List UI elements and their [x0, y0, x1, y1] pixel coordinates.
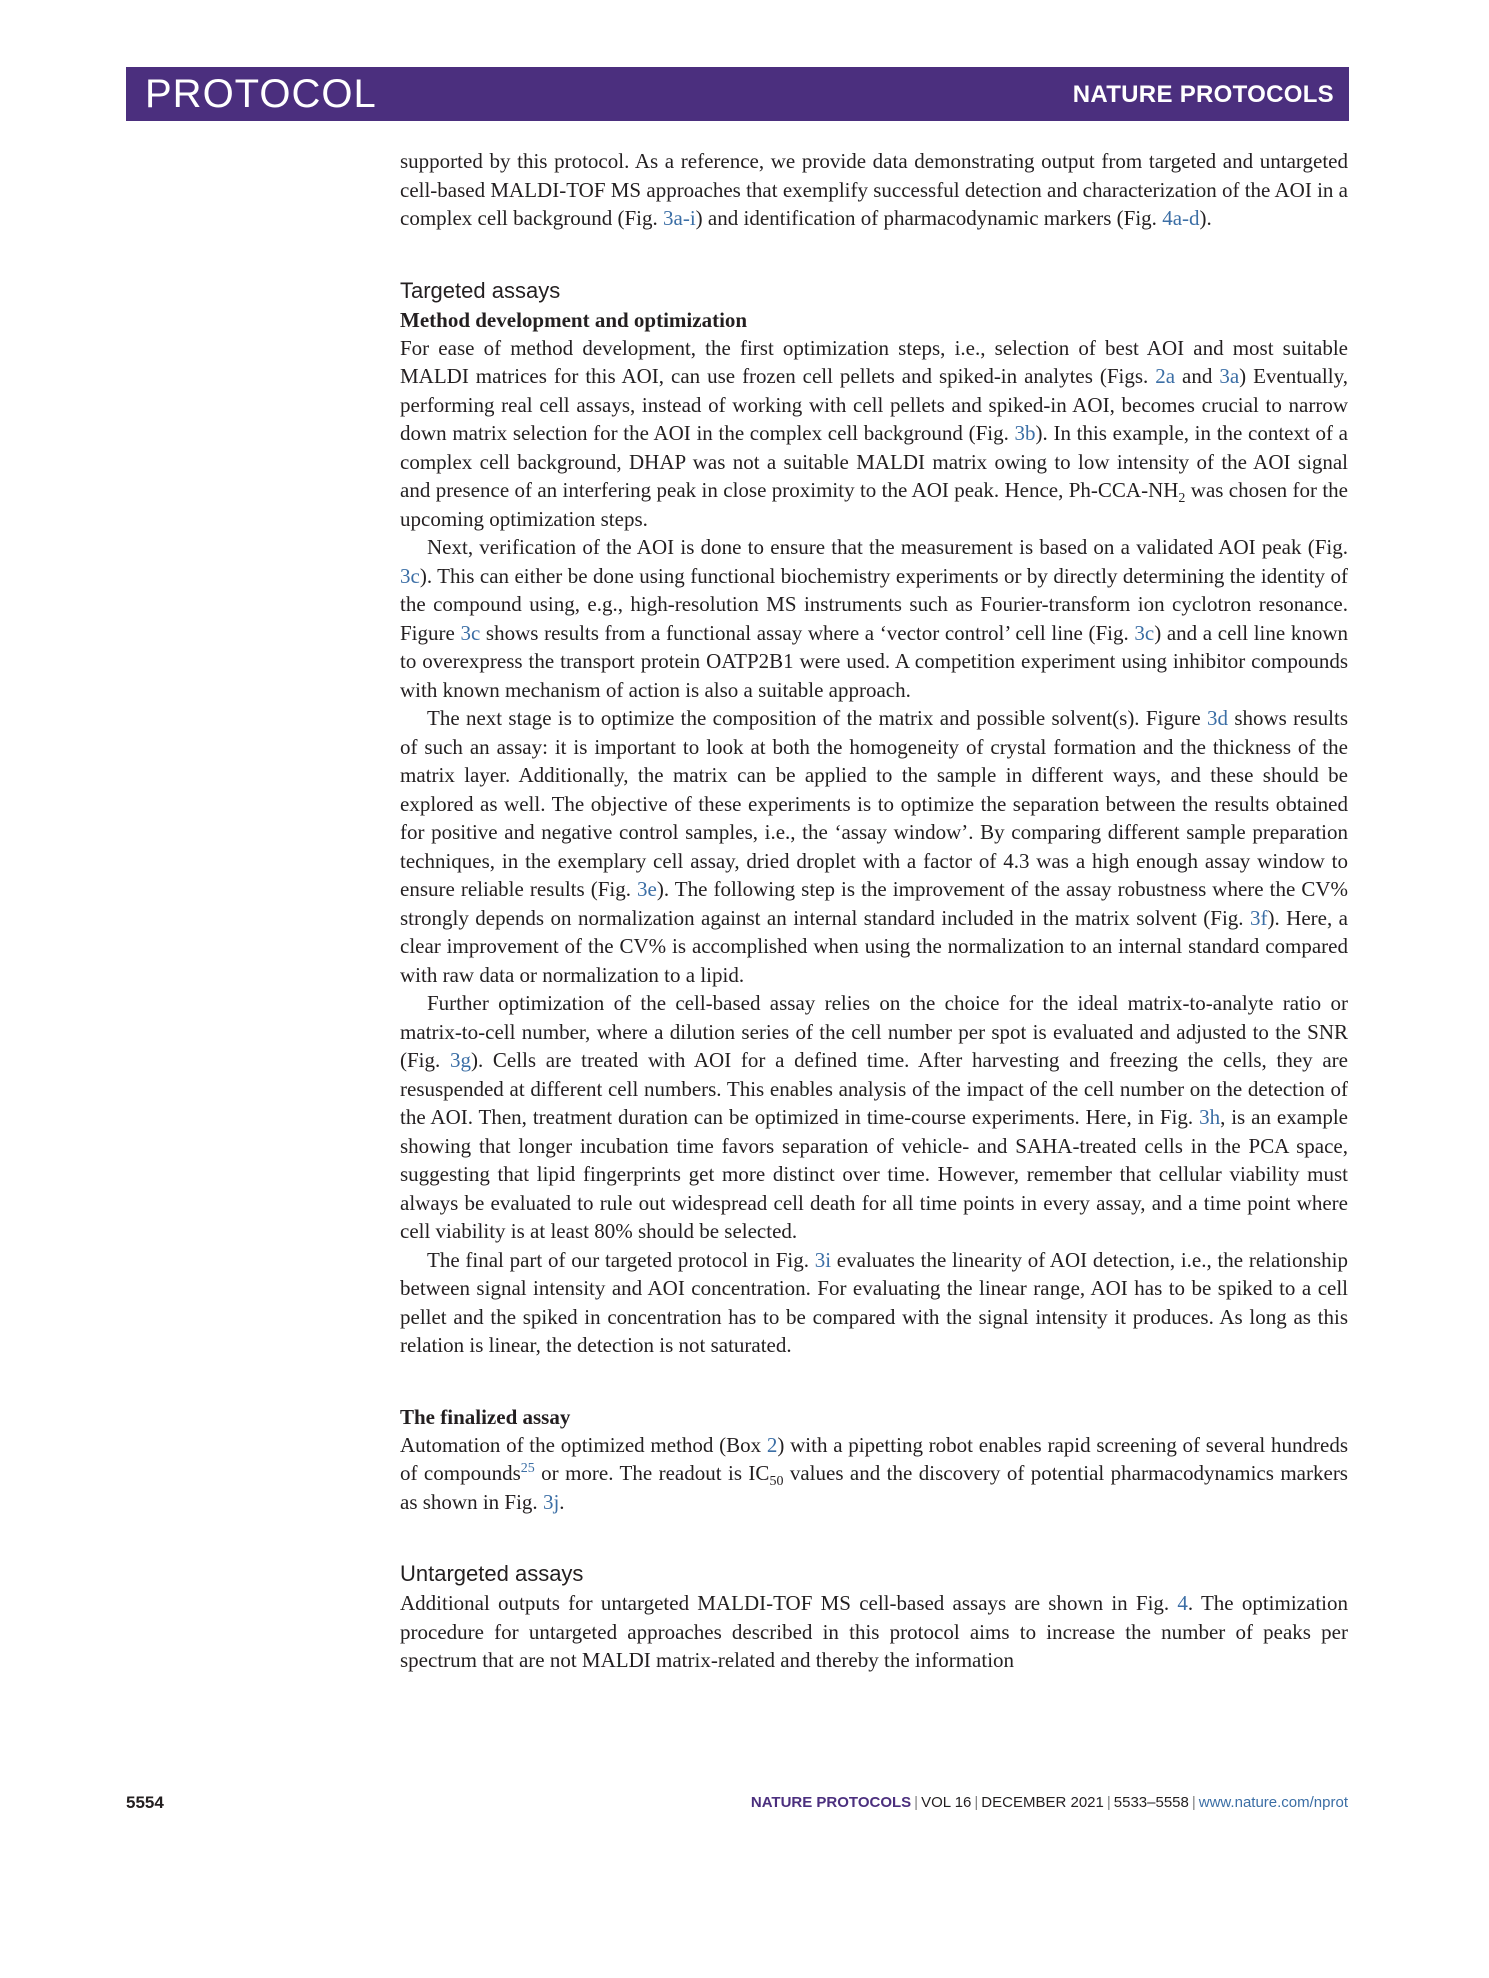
paragraph: The next stage is to optimize the composition of the matrix and possible solvent(s). Figure 3d shows results of such an assay: it is important to look at both the homogeneity of crystal formation and the thickness of the matrix layer. Additionally, the matrix can be applied to the sample in different ways, and these should be explored as well. The objective of these experiments is to optimize the separation between the results obtained for positive and negative control samples, i.e., the ‘assay window’. By comparing different sample preparation techniques, in the exemplary cell assay, dried droplet with a factor of 4.3 was a high enough assay window to ensure reliable results (Fig. 3e). The following step is the improvement of the assay robustness where the CV% strongly depends on normalization against an internal standard included in the matrix solvent (Fig. 3f). Here, a clear improvement of the CV% is accomplished when using the normalization to an internal standard compared with raw data or normalization to a lipid.	[400, 706, 1349, 987]
figure-link[interactable]: 3c	[400, 563, 420, 588]
subsection-heading-finalized: The finalized assay	[400, 1404, 571, 1429]
figure-link[interactable]: 3a-i	[663, 206, 696, 230]
figure-link[interactable]: 4	[1177, 1591, 1188, 1615]
paragraph: Next, verification of the AOI is done to ensure that the measurement is based on a validated AOI peak (Fig. 3c). This can either be done using functional biochemistry experiments or by directly determining the identity of the compound using, e.g., high-resolution MS instruments such as Fourier-transform ion cyclotron resonance. Figure 3c shows results from a functional assay where a ‘vector control’ cell line (Fig. 3c) and a cell line known to overexpress the transport protein OATP2B1 were used. A competition experiment using inhibitor compounds with known mechanism of action is also a suitable approach.	[400, 535, 1348, 702]
footer-date: DECEMBER 2021	[981, 1794, 1104, 1811]
box-link[interactable]: 2	[766, 1432, 778, 1457]
footer-pages: 5533–5558	[1113, 1794, 1189, 1811]
section-heading-targeted: Targeted assays	[400, 277, 561, 303]
paragraph: The final part of our targeted protocol in Fig. 3i evaluates the linearity of AOI detection, i.e., the relationship between signal intensity and AOI concentration. For evaluating the linear range, AOI has to be spiked to a cell pellet and the spiked in concentration has to be compared with the signal intensity it produces. As long as this relation is linear, the detection is not saturated.	[400, 1247, 1348, 1357]
intro-paragraph: supported by this protocol. As a reference, we provide data demonstrating output from targeted and untargeted cell-based MALDI-TOF MS approaches that exemplify successful detection and characterization of the AOI in a complex cell background (Fig. 3a-i) and identification of pharmacodynamic markers (Fig. 4a-d).	[400, 149, 1348, 230]
paragraph: Additional outputs for untargeted MALDI-TOF MS cell-based assays are shown in Fig. 4. The optimization procedure for untargeted approaches described in this protocol aims to increase the number of peaks per spectrum that are not MALDI matrix-related and thereby the information	[400, 1591, 1348, 1672]
footer-url-link[interactable]: www.nature.com/nprot	[1198, 1794, 1348, 1811]
figure-link[interactable]: 3h	[1199, 1105, 1221, 1129]
figure-link[interactable]: 3c	[1134, 620, 1155, 645]
section-label: PROTOCOL	[145, 72, 377, 116]
figure-link[interactable]: 3e	[637, 877, 657, 901]
header-bar	[126, 67, 1349, 121]
figure-link[interactable]: 3c	[460, 620, 481, 645]
page-number: 5554	[126, 1793, 164, 1812]
reference-link[interactable]: 25	[520, 1461, 535, 1476]
figure-link[interactable]: 3a	[1219, 364, 1240, 388]
figure-link[interactable]: 3f	[1250, 905, 1268, 930]
journal-name: NATURE PROTOCOLS	[1072, 81, 1334, 108]
figure-link[interactable]: 3g	[449, 1048, 471, 1072]
figure-link[interactable]: 3i	[814, 1247, 832, 1272]
footer-volume: VOL 16	[921, 1794, 972, 1811]
figure-link[interactable]: 3j	[542, 1489, 560, 1514]
subsection-heading-method: Method development and optimization	[400, 307, 748, 332]
figure-link[interactable]: 3d	[1207, 706, 1229, 730]
paragraph: For ease of method development, the first optimization steps, i.e., selection of best AOI and most suitable MALDI matrices for this AOI, can use frozen cell pellets and spiked-in analytes (Figs. 2a and 3a) Eventually, performing real cell assays, instead of working with cell pellets and spiked-in AOI, becomes crucial to narrow down matrix selection for the AOI in the complex cell background (Fig. 3b). In this example, in the context of a complex cell background, DHAP was not a suitable MALDI matrix owing to low intensity of the AOI signal and presence of an interfering peak in close proximity to the AOI peak. Hence, $Ph-CCA-NH_2$ was chosen for the upcoming optimization steps.	[400, 335, 1348, 531]
paragraph: Automation of the optimized method (Box 2) with a pipetting robot enables rapid screening of several hundreds of compounds$^{25}$ or more. The readout is $IC_{50}$ values and the discovery of potential pharmacodynamics markers as shown in Fig. 3j.	[400, 1432, 1348, 1514]
figure-link[interactable]: 4a-d	[1162, 206, 1200, 230]
figure-link[interactable]: 3b	[1014, 421, 1036, 445]
footer-journal: NATURE PROTOCOLS	[750, 1794, 912, 1811]
article-body	[400, 147, 1348, 1675]
section-heading-untargeted: Untargeted assays	[400, 1561, 584, 1586]
figure-link[interactable]: 2a	[1155, 364, 1176, 388]
footer-citation: NATURE PROTOCOLS | VOL 16 | DECEMBER 2021 | 5533–5558 | www.nature.com/nprot	[750, 1794, 1348, 1811]
paragraph: Further optimization of the cell-based assay relies on the choice for the ideal matrix-to-analyte ratio or matrix-to-cell number, where a dilution series of the cell number per spot is evaluated and adjusted to the SNR (Fig. 3g). Cells are treated with AOI for a defined time. After harvesting and freezing the cells, they are resuspended at different cell numbers. This enables analysis of the impact of the cell number on the detection of the AOI. Then, treatment duration can be optimized in time-course experiments. Here, in Fig. 3h, is an example showing that longer incubation time favors separation of vehicle- and SAHA-treated cells in the PCA space, suggesting that lipid fingerprints get more distinct over time. However, remember that cellular viability must always be evaluated to rule out widespread cell death for all time points in every assay, and a time point where cell viability is at least 80% should be selected.	[400, 991, 1349, 1243]
